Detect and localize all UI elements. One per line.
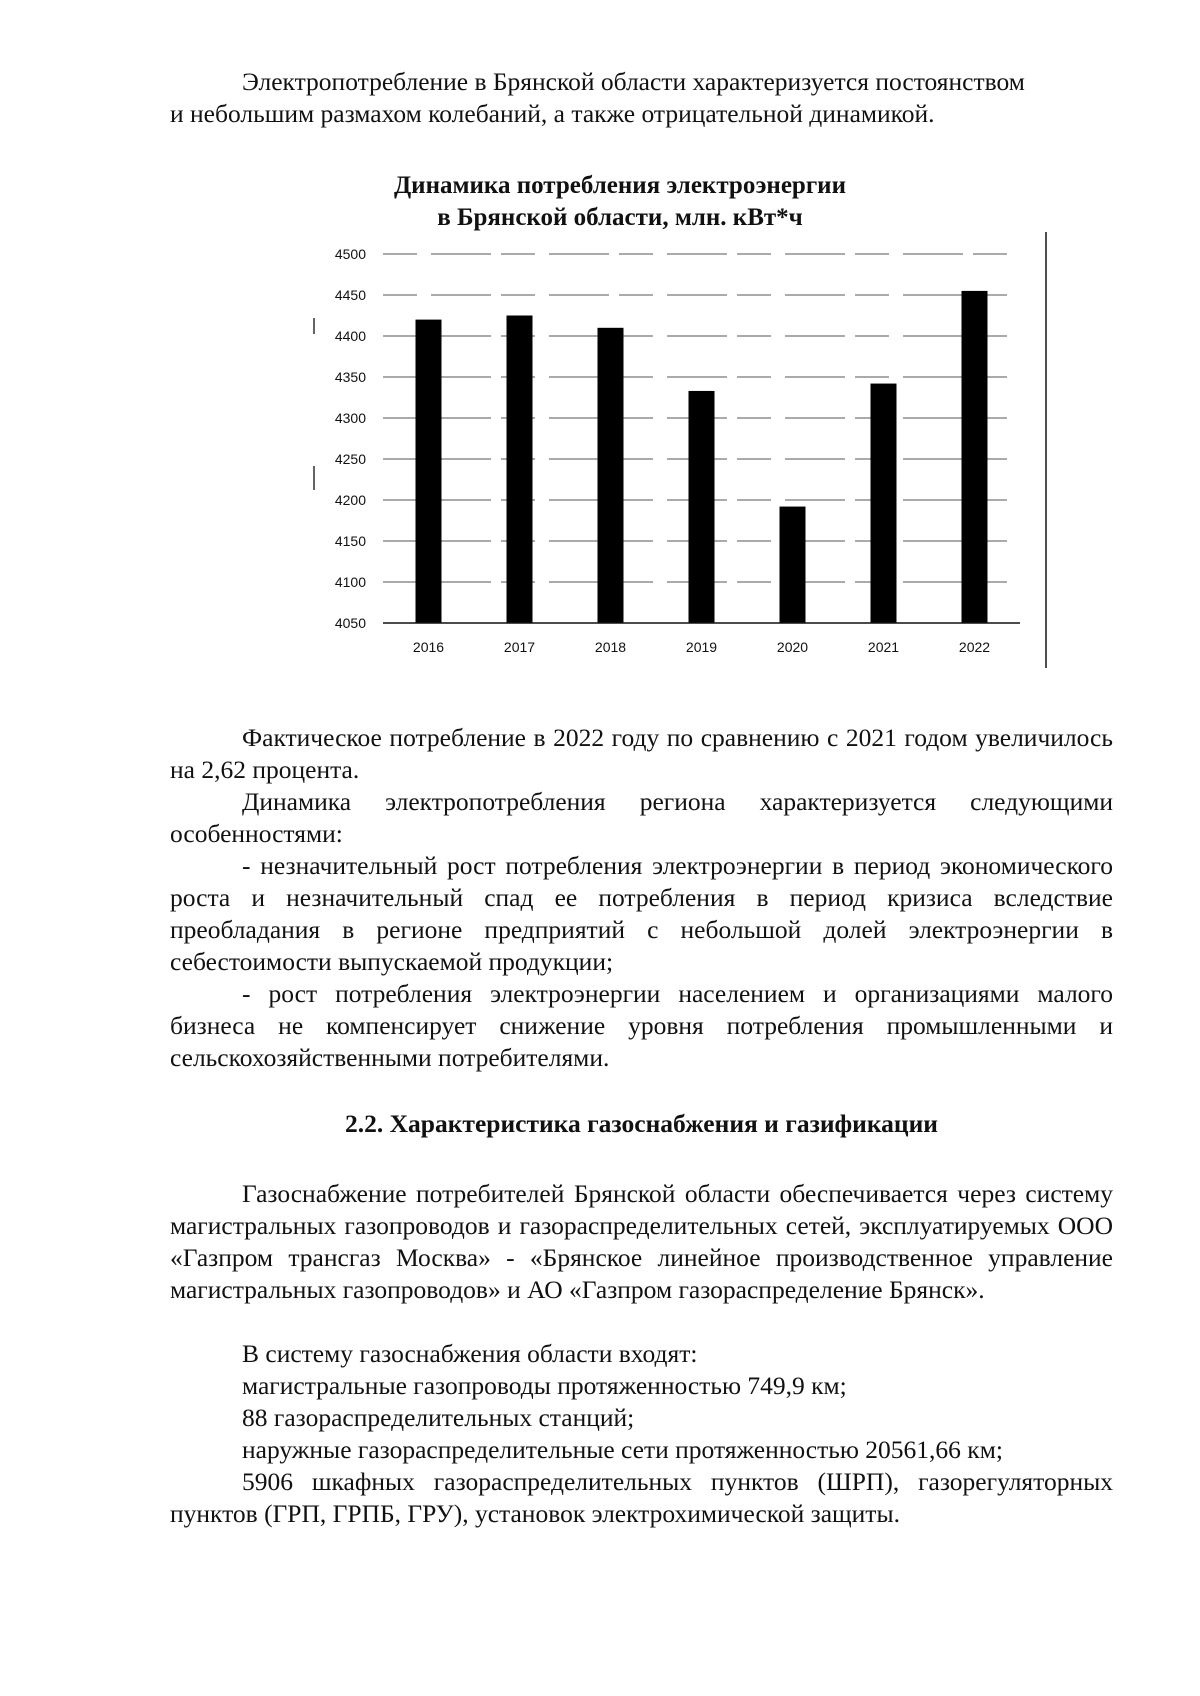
x-tick-label: 2021 (867, 639, 900, 655)
y-tick-label: 4150 (334, 533, 366, 549)
paragraph-dynamics-intro: Динамика электропотребления региона характеризуется следующими особенностями: (170, 787, 1113, 848)
x-tick-label: 2016 (412, 639, 445, 655)
y-tick-label: 4450 (334, 287, 366, 303)
x-tick-label: 2020 (776, 639, 809, 655)
chart-y-axis (335, 246, 366, 631)
bar-2016 (416, 320, 442, 623)
x-tick-label: 2019 (685, 639, 718, 655)
paragraph-gas-supply: Газоснабжение потребителей Брянской области обеспечивается через систему магистральных газопроводов и газораспределительных сетей, эксплуатируемых ООО «Газпром трансгаз Москва» - «Брянское линейное производственное управление магистральных газопроводов» и АО «Газпром газораспределение Брянск». (170, 1179, 1113, 1304)
bar-2022 (962, 291, 988, 623)
y-tick-label: 4050 (334, 615, 366, 631)
chart-title: Динамика потребления электроэнергии (393, 172, 846, 199)
chart-x-axis (383, 623, 1020, 655)
intro-line-2: и небольшим размахом колебаний, а также отрицательной динамикой. (170, 99, 935, 128)
bar-2020 (780, 507, 806, 623)
y-tick-label: 4350 (334, 369, 366, 385)
intro-line-1: Электропотребление в Брянской области характеризуется постоянством (242, 67, 1025, 96)
bar-2021 (871, 384, 897, 623)
bar-2018 (598, 328, 624, 623)
x-tick-label: 2017 (503, 639, 536, 655)
chart-bars (416, 291, 988, 623)
y-tick-label: 4400 (334, 328, 366, 344)
paragraph-system-intro: В систему газоснабжения области входят: (242, 1339, 698, 1368)
y-tick-label: 4500 (334, 246, 366, 262)
y-tick-label: 4300 (334, 410, 366, 426)
bar-2017 (507, 316, 533, 624)
y-tick-label: 4250 (334, 451, 366, 467)
y-tick-label: 4100 (334, 574, 366, 590)
list-item-stations: 88 газораспределительных станций; (242, 1403, 635, 1432)
paragraph-consumption-change: Фактическое потребление в 2022 году по сравнению с 2021 годом увеличилось на 2,62 процента. (170, 723, 1113, 784)
paragraph-feature-2: - рост потребления электроэнергии населением и организациями малого бизнеса не компенсирует снижение уровня потребления промышленными и сельскохозяйственными потребителями. (170, 979, 1113, 1072)
list-item-pipelines: магистральные газопроводы протяженностью 749,9 км; (242, 1371, 847, 1400)
paragraph-feature-1: - незначительный рост потребления электроэнергии в период экономического роста и незначительный спад ее потребления в период кризиса вследствие преобладания в регионе предприятий с небольшой долей электроэнергии в себестоимости выпускаемой продукции; (170, 851, 1113, 976)
x-tick-label: 2018 (594, 639, 627, 655)
list-item-cabinets: 5906 шкафных газораспределительных пунктов (ШРП), газорегуляторных пунктов (ГРП, ГРПБ, ГРУ), установок электрохимической защиты. (170, 1467, 1113, 1528)
chart-subtitle: в Брянской области, млн. кВт*ч (437, 204, 803, 231)
list-item-networks: наружные газораспределительные сети протяженностью 20561,66 км; (242, 1435, 1003, 1464)
bar-2019 (689, 391, 715, 623)
x-tick-label: 2022 (958, 639, 991, 655)
section-heading: 2.2. Характеристика газоснабжения и газификации (345, 1109, 938, 1138)
y-tick-label: 4200 (334, 492, 366, 508)
